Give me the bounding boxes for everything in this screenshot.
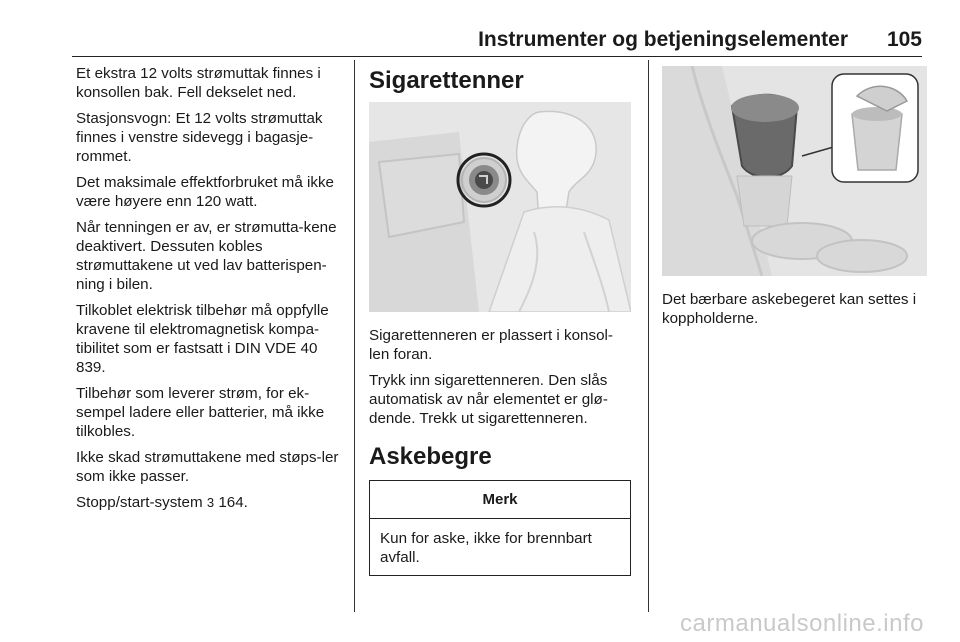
section-heading-askebegre: Askebegre (369, 443, 492, 470)
column-divider-2 (648, 60, 649, 612)
cigarette-lighter-illustration (369, 102, 631, 312)
header-rule (72, 56, 922, 57)
paragraph: Tilbehør som leverer strøm, for ek-sempel ladere eller batterier, må ikke tilkobles. (76, 385, 325, 440)
paragraph: Når tenningen er av, er strømutta-kene deaktivert. Dessuten kobles strømuttakene ut ved lav batterispen-ning i bilen. (76, 219, 337, 293)
paragraph: Sigarettenneren er plassert i konsol-len foran. (369, 327, 613, 363)
paragraph: Tilkoblet elektrisk tilbehør må oppfylle kravene til elektromagnetisk kompa-tibilitet som er fastsatt i DIN VDE 40 839. (76, 302, 329, 376)
paragraph: Stasjonsvogn: Et 12 volts strømuttak finnes i venstre sidevegg i bagasje-rommet. (76, 110, 323, 165)
note-box (369, 480, 631, 576)
xref-arrow-icon: 3 (206, 495, 215, 510)
watermark: carmanualsonline.info (680, 610, 924, 637)
column-3 (662, 64, 927, 335)
paragraph: Trykk inn sigarettenneren. Den slås automatisk av når elementet er glø-dende. Trekk ut sigarettenneren. (369, 372, 608, 427)
xref-page: 164. (218, 494, 248, 511)
paragraph: Det bærbare askebegeret kan settes i koppholderne. (662, 291, 917, 327)
note-title: Merk (370, 481, 630, 519)
ashtray-illustration (662, 66, 927, 276)
paragraph: Det maksimale effektforbruket må ikke være høyere enn 120 watt. (76, 174, 335, 210)
column-divider-1 (354, 60, 355, 612)
note-text: Kun for aske, ikke for brennbart avfall. (380, 530, 592, 566)
column-1 (76, 64, 344, 519)
paragraph: Ikke skad strømuttakene med støps-ler som ikke passer. (76, 449, 339, 485)
paragraph: Et ekstra 12 volts strømuttak finnes i konsollen bak. Fell dekselet ned. (76, 65, 321, 101)
xref-text: Stopp/start-system (76, 494, 203, 511)
page-header-title: Instrumenter og betjeningselementer (478, 28, 848, 51)
page-number: 105 (886, 28, 922, 51)
section-heading-sigarettenner: Sigarettenner (369, 67, 524, 94)
cross-reference[interactable] (76, 493, 344, 512)
column-2 (369, 64, 631, 576)
